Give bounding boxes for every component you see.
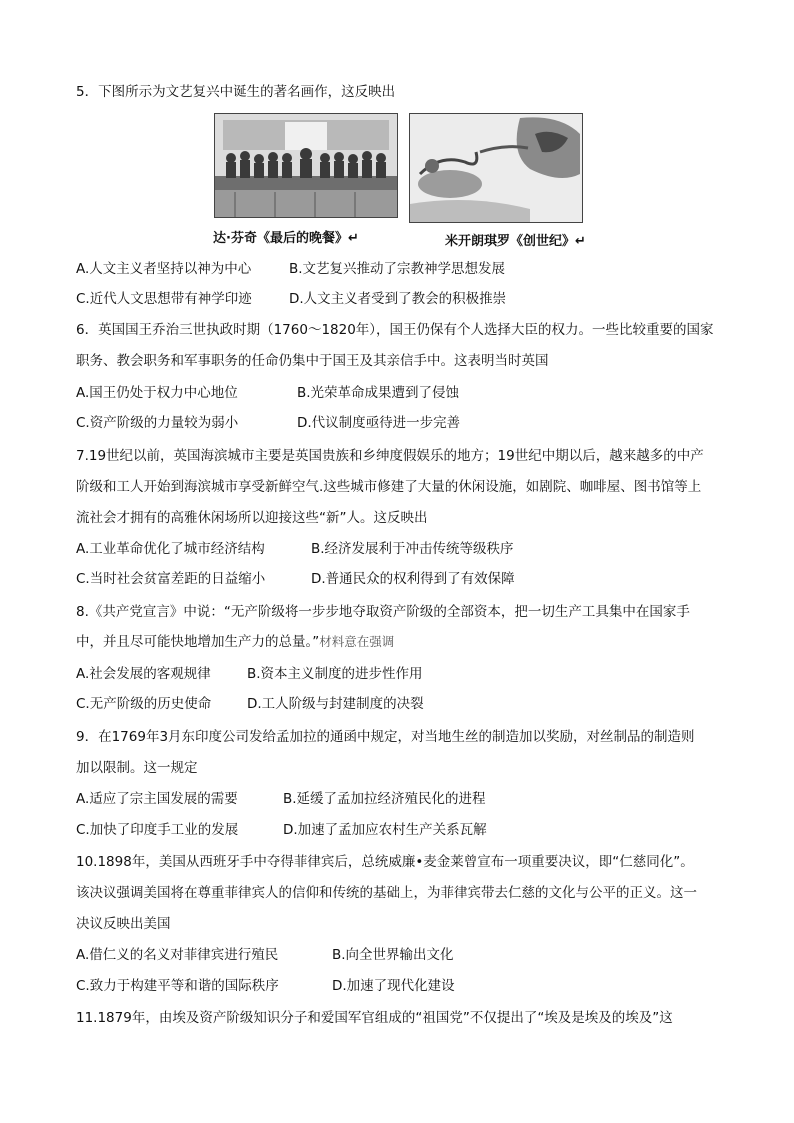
q9-stem-1: 9．在1769年3月东印度公司发给孟加拉的通函中规定，对当地生丝的制造加以奖励，对丝制品的制造则 (76, 729, 695, 745)
q7-stem-1: 7.19世纪以前，英国海滨城市主要是英国贵族和乡绅度假娱乐的地方；19世纪中期以后，越来越多的中产 (76, 448, 704, 464)
creation-of-adam-painting (409, 113, 583, 223)
q5-option-c: C.近代人文思想带有神学印迹 (76, 291, 252, 307)
q5-option-b: B.文艺复兴推动了宗教神学思想发展 (289, 261, 506, 277)
q6-option-d: D.代议制度亟待进一步完善 (297, 415, 461, 431)
q7-option-d: D.普通民众的权利得到了有效保障 (311, 571, 515, 587)
fig1-caption: 达·芬奇《最后的晚餐》↵ (213, 231, 359, 246)
q8-stem-2 (76, 632, 734, 652)
q7-option-c: C.当时社会贫富差距的日益缩小 (76, 571, 266, 587)
q10-stem-2: 该决议强调美国将在尊重菲律宾人的信仰和传统的基础上，为菲律宾带去仁慈的文化与公平的正义。这一 (76, 885, 697, 901)
q10-option-a: A.借仁义的名义对菲律宾进行殖民 (76, 947, 279, 963)
q7-stem-3: 流社会才拥有的高雅休闲场所以迎接这些“新”人。这反映出 (76, 510, 428, 526)
q11-stem-1: 11.1879年，由埃及资产阶级知识分子和爱国军官组成的“祖国党”不仅提出了“埃及是埃及的埃及”这 (76, 1010, 673, 1026)
q6-option-b: B.光荣革命成果遭到了侵蚀 (297, 385, 460, 401)
q8-option-c: C.无产阶级的历史使命 (76, 696, 212, 712)
q10-stem-1: 10.1898年，美国从西班牙手中夺得菲律宾后，总统威廉•麦金莱曾宣布一项重要决议，即“仁慈同化”。 (76, 854, 694, 870)
q6-option-c: C.资产阶级的力量较为弱小 (76, 415, 239, 431)
q6-stem-2: 职务、教会职务和军事职务的任命仍集中于国王及其亲信手中。这表明当时英国 (76, 353, 549, 369)
q10-stem-3: 决议反映出美国 (76, 916, 171, 932)
q9-option-a: A.适应了宗主国发展的需要 (76, 791, 238, 807)
q9-option-d: D.加速了孟加应农村生产关系瓦解 (283, 822, 487, 838)
q5-option-d: D.人文主义者受到了教会的积极推崇 (289, 291, 507, 307)
q8-option-a: A.社会发展的客观规律 (76, 666, 211, 682)
q7-stem-2: 阶级和工人开始到海滨城市享受新鲜空气.这些城市修建了大量的休闲设施，如剧院、咖啡屋、图书馆等上 (76, 479, 702, 495)
q10-option-c: C.致力于构建平等和谐的国际秩序 (76, 978, 279, 994)
q7-option-a: A.工业革命优化了城市经济结构 (76, 541, 265, 557)
q6-stem-1: 6．英国国王乔治三世执政时期（1760～1820年），国王仍保有个人选择大臣的权力。一些比较重要的国家 (76, 322, 714, 338)
q9-option-c: C.加快了印度手工业的发展 (76, 822, 239, 838)
last-supper-illustration (215, 114, 397, 217)
q5-option-a: A.人文主义者坚持以神为中心 (76, 261, 252, 277)
q8-option-b: B.资本主义制度的进步性作用 (247, 666, 423, 682)
last-supper-painting (214, 113, 398, 218)
creation-of-adam-illustration (410, 114, 582, 222)
q6-option-a: A.国王仍处于权力中心地位 (76, 385, 238, 401)
q5-stem: 5．下图所示为文艺复兴中诞生的著名画作，这反映出 (76, 84, 396, 100)
q8-stem-2-text: 中，并且尽可能快地增加生产力的总量。” (76, 634, 320, 650)
q8-stem-2-remark: 材料意在强调 (319, 634, 395, 649)
q8-option-d: D.工人阶级与封建制度的决裂 (247, 696, 424, 712)
fig2-caption: 米开朗琪罗《创世纪》↵ (445, 234, 586, 249)
q9-option-b: B.延缓了孟加拉经济殖民化的进程 (283, 791, 486, 807)
q7-option-b: B.经济发展利于冲击传统等级秩序 (311, 541, 514, 557)
q10-option-b: B.向全世界输出文化 (332, 947, 454, 963)
q9-stem-2: 加以限制。这一规定 (76, 760, 198, 776)
q10-option-d: D.加速了现代化建设 (332, 978, 455, 994)
q8-stem-1: 8.《共产党宣言》中说：“无产阶级将一步步地夺取资产阶级的全部资本，把一切生产工具集中在国家手 (76, 604, 690, 620)
